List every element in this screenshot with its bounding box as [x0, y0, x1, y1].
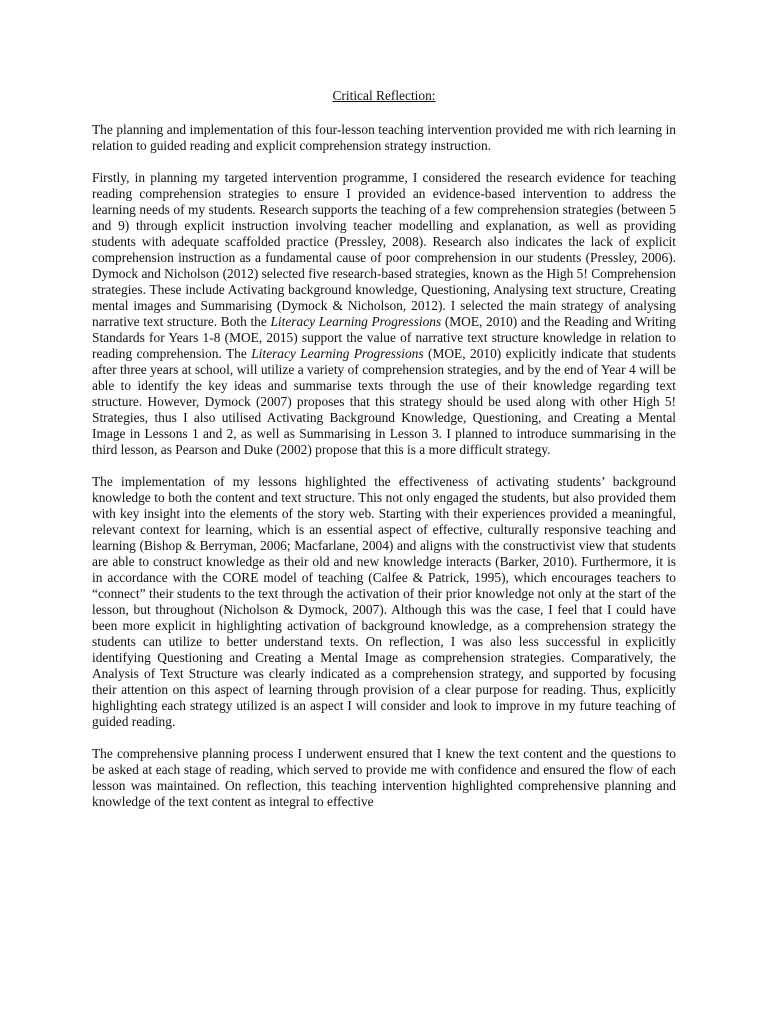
italic-title: Literacy Learning Progressions — [270, 314, 442, 329]
document-body — [92, 122, 676, 826]
italic-title: Literacy Learning Progressions — [251, 346, 424, 361]
document-title: Critical Reflection: — [332, 88, 436, 103]
paragraph-text: Firstly, in planning my targeted intervention programme, I considered the research evidence for teaching reading comprehension strategies to ensure I provided an evidence-based intervention to address the learning needs of my students. Research supports the teaching of a few comprehension strategies (between 5 and 9) through explicit instruction involving teacher modelling and explanation, as well as providing students with adequate scaffolded practice (Pressley, 2008). Research also indicates the lack of explicit comprehension instruction as a fundamental cause of poor comprehension in our students (Pressley, 2006). Dymock and Nicholson (2012) selected five research-based strategies, known as the High 5! Comprehension strategies. These include Activating background knowledge, Questioning, Analysing text structure, Creating mental images and Summarising (Dymock & Nicholson, 2012). I selected the main strategy of analysing narrative text structure. Both the — [92, 170, 676, 329]
paragraph-text: (MOE, 2010) and the Reading and Writing Standards for Years 1-8 (MOE, 2015) support the value of narrative text structure knowledge in relation to reading comprehension. The — [92, 314, 676, 361]
paragraph-text: The implementation of my lessons highlighted the effectiveness of activating students’ background knowledge to both the content and text structure. This not only engaged the students, but also provided them with key insight into the elements of the story web. Starting with their experiences provided a meaningful, relevant context for learning, which is an essential aspect of effective, culturally responsive teaching and learning (Bishop & Berryman, 2006; Macfarlane, 2004) and aligns with the constructivist view that students are able to construct knowledge as their old and new knowledge interacts (Barker, 2010). Furthermore, it is in accordance with the CORE model of teaching (Calfee & Patrick, 1995), which encourages teachers to “connect” their students to the text through the activation of their prior knowledge not only at the start of the lesson, but throughout (Nicholson & Dymock, 2007). Although this was the case, I feel that I could have been more explicit in highlighting activation of background knowledge, as a comprehension strategy the students can utilize to better understand texts. On reflection, I was also less successful in explicitly identifying Questioning and Creating a Mental Image as comprehension strategies. Comparatively, the Analysis of Text Structure was clearly indicated as a comprehension strategy, and supported by focusing their attention on this aspect of learning through provision of a clear purpose for reading. Thus, explicitly highlighting each strategy utilized is an aspect I will consider and look to improve in my future teaching of guided reading. — [92, 474, 676, 729]
paragraph-text: (MOE, 2010) explicitly indicate that students after three years at school, will utilize a variety of comprehension strategies, and by the end of Year 4 will be able to identify the key ideas and summarise texts through the use of their knowledge regarding text structure. However, Dymock (2007) proposes that this strategy should be used along with other High 5! Strategies, thus I also utilised Activating Background Knowledge, Questioning, and Creating a Mental Image in Lessons 1 and 2, as well as Summarising in Lesson 3. I planned to introduce summarising in the third lesson, as Pearson and Duke (2002) propose that this is a more difficult strategy. — [92, 346, 676, 457]
paragraph-text: The planning and implementation of this four-lesson teaching intervention provided me with rich learning in relation to guided reading and explicit comprehension strategy instruction. — [92, 122, 676, 153]
paragraph — [92, 122, 676, 154]
paragraph — [92, 170, 676, 458]
paragraph — [92, 746, 676, 810]
paragraph-text: The comprehensive planning process I underwent ensured that I knew the text content and the questions to be asked at each stage of reading, which served to provide me with confidence and ensured the flow of each lesson was maintained. On reflection, this teaching intervention highlighted comprehensive planning and knowledge of the text content as integral to effective — [92, 746, 676, 809]
paragraph — [92, 474, 676, 730]
